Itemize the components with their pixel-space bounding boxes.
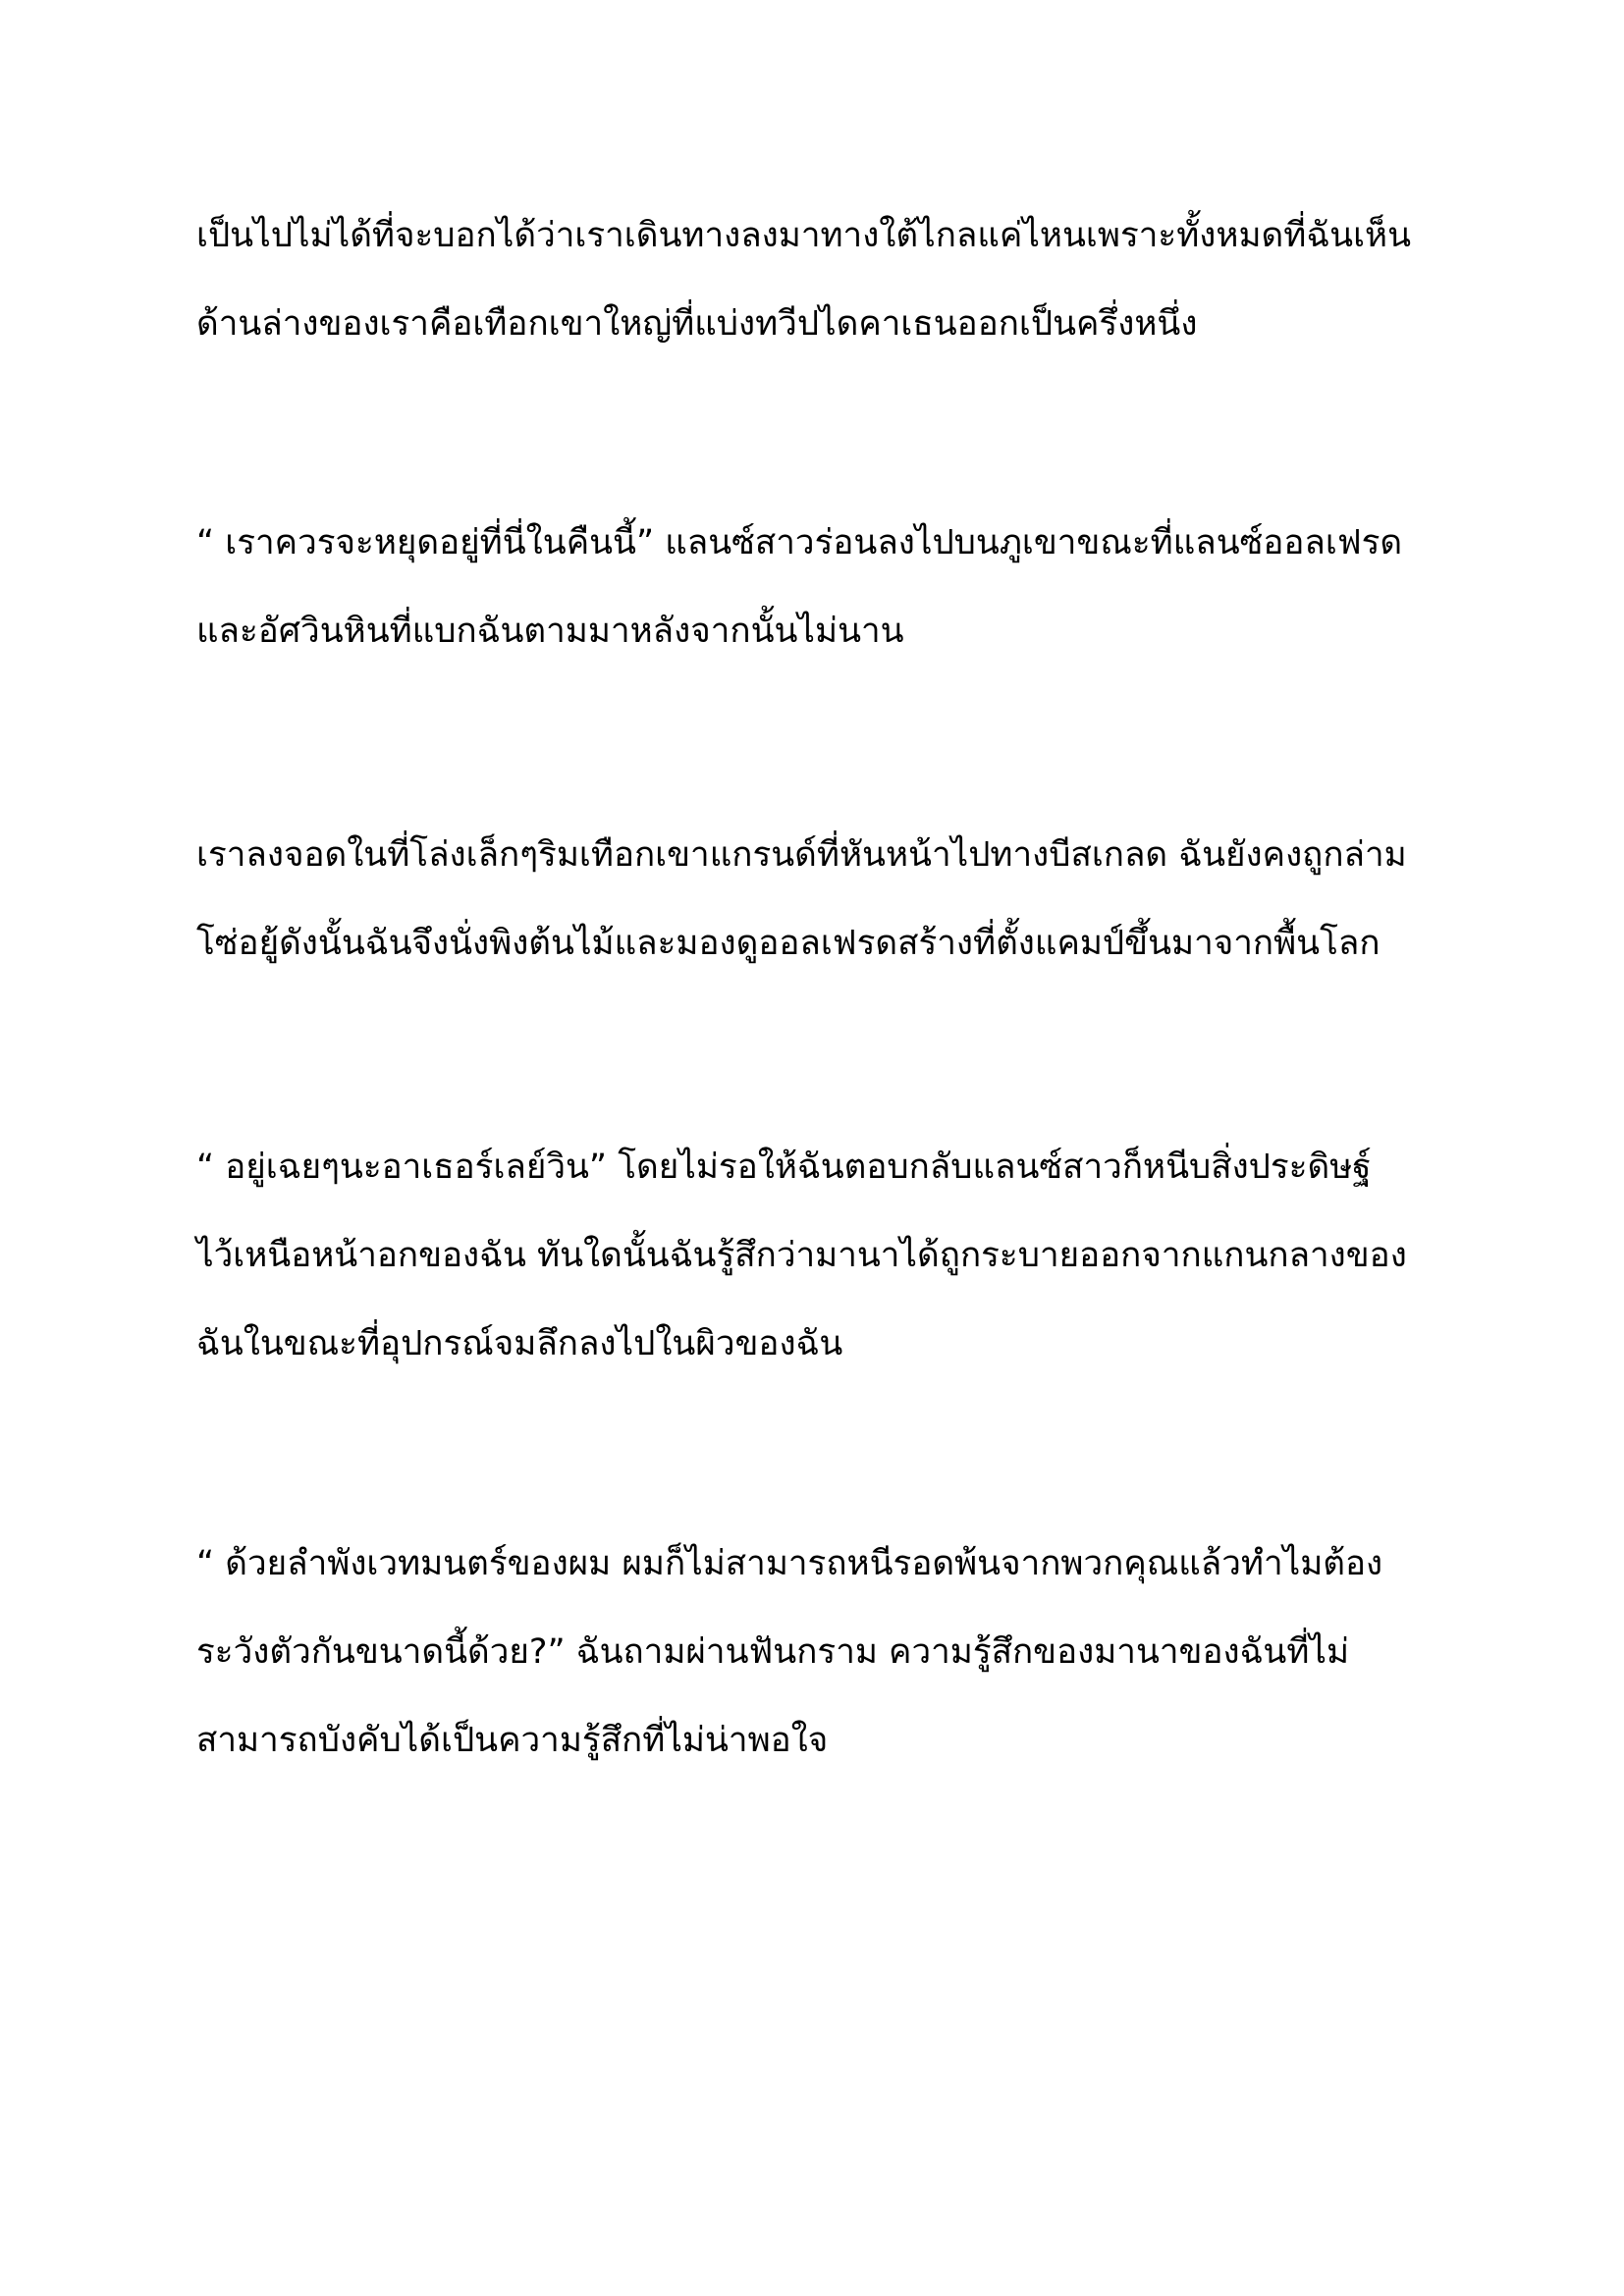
paragraph-line: โซ่อยู้ดังนั้นฉันจึงนั่งพิงต้นไม้และมองดูออลเฟรดสร้างที่ตั้งแคมป์ขึ้นมาจากพื้นโลก: [196, 924, 1380, 963]
paragraph-line: “ ด้วยลำพังเวทมนตร์ของผม ผมก็ไม่สามารถหนีรอดพ้นจากพวกคุณแล้วทำไมต้อง: [196, 1544, 1383, 1583]
paragraph-line: สามารถบังคับได้เป็นความรู้สึกที่ไม่น่าพอใจ: [196, 1721, 829, 1760]
paragraph-2: [196, 499, 1434, 675]
paragraph-4: [196, 1123, 1434, 1388]
paragraph-line: เราลงจอดในที่โล่งเล็กๆริมเทือกเขาแกรนด์ที่หันหน้าไปทางบีสเกลด ฉันยังคงถูกล่าม: [196, 835, 1407, 875]
paragraph-5: [196, 1520, 1434, 1785]
paragraph-line: เป็นไปไม่ได้ที่จะบอกได้ว่าเราเดินทางลงมาทางใต้ไกลแค่ไหนเพราะทั้งหมดที่ฉันเห็น: [196, 216, 1412, 255]
paragraph-line: “ เราควรจะหยุดอยู่ที่นี่ในคืนนี้” แลนซ์สาวร่อนลงไปบนภูเขาขณะที่แลนซ์ออลเฟรด: [196, 523, 1403, 562]
paragraph-line: และอัศวินหินที่แบกฉันตามมาหลังจากนั้นไม่นาน: [196, 612, 904, 651]
paragraph-line: “ อยู่เฉยๆนะอาเธอร์เลย์วิน” โดยไม่รอให้ฉันตอบกลับแลนซ์สาวก็หนีบสิ่งประดิษฐ์: [196, 1148, 1372, 1187]
paragraph-3: [196, 811, 1434, 988]
paragraph-line: ระวังตัวกันขนาดนี้ด้วย?” ฉันถามผ่านฟันกราม ความรู้สึกของมานาของฉันที่ไม่: [196, 1632, 1350, 1672]
paragraph-line: ฉันในขณะที่อุปกรณ์จมลึกลงไปในผิวของฉัน: [196, 1324, 843, 1363]
paragraph-line: ไว้เหนือหน้าอกของฉัน ทันใดนั้นฉันรู้สึกว่ามานาได้ถูกระบายออกจากแกนกลางของ: [196, 1236, 1407, 1275]
paragraph-line: ด้านล่างของเราคือเทือกเขาใหญ่ที่แบ่งทวีปไดคาเธนออกเป็นครึ่งหนึ่ง: [196, 304, 1198, 344]
paragraph-1: [196, 191, 1434, 368]
